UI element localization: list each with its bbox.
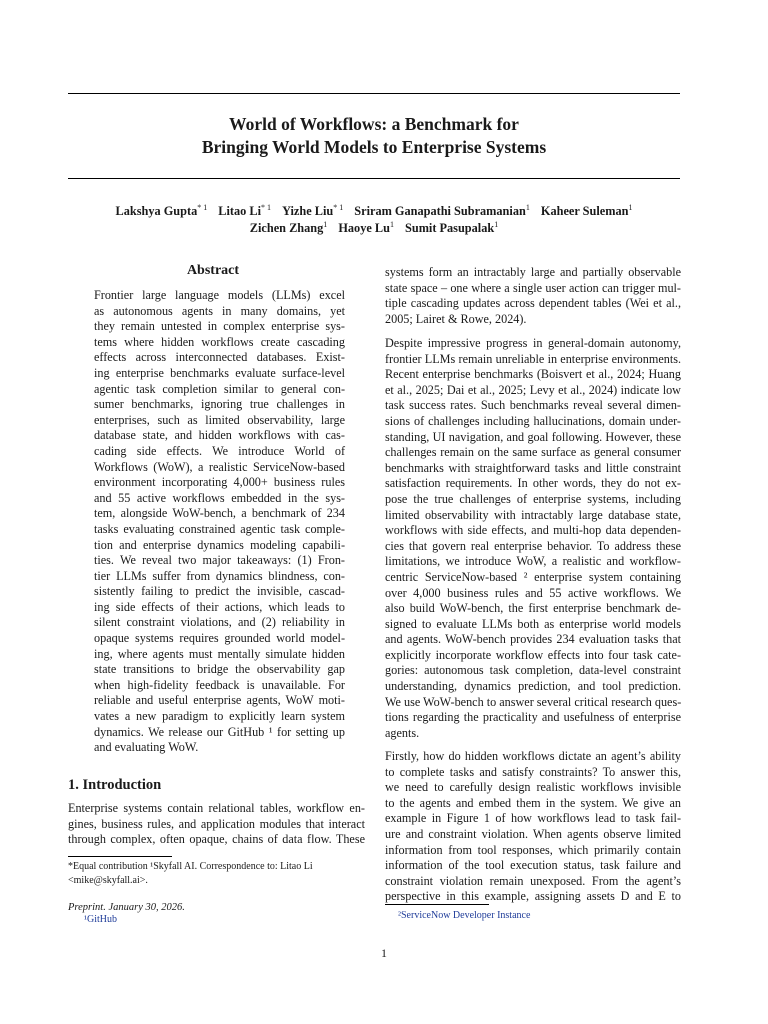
introduction-body <box>68 801 365 848</box>
text-line: pose the true challenges of enterprise systems, including <box>385 491 681 506</box>
text-line: understanding, dynamics prediction, and tool prediction. <box>385 679 681 694</box>
text-line: and 55 active workflows embedded in the sys- <box>94 490 345 505</box>
text-line: cies that govern real enterprise behavior. To address these <box>385 538 681 553</box>
text-line: also build WoW-bench, the first enterprise benchmark de- <box>385 601 681 616</box>
text-line: challenges remain on the same surface as general consumer <box>385 445 681 460</box>
text-line: frontier LLMs remain unreliable in enterprise environments. <box>385 351 681 366</box>
text-line: gories: autonomous task completion, data-level constraint <box>385 663 681 678</box>
text-line: tions regarding the practicality and usefulness of enterprise <box>385 710 681 725</box>
text-line: ing side effects of their actions, which leads to <box>94 599 345 614</box>
author: Haoye Lu$^1$ <box>338 219 394 235</box>
footnote-equal-contribution <box>68 860 368 888</box>
text-line: Workflows (WoW), a realistic ServiceNow-based <box>94 459 345 474</box>
text-line: and agents. WoW-bench provides 234 evaluation tasks that <box>385 632 681 647</box>
github-footnote-link[interactable]: ¹GitHub <box>84 914 117 925</box>
right-paragraph-3 <box>385 749 681 905</box>
text-line: opaque systems requires grounded world model- <box>94 631 345 646</box>
text-line: to complete tasks and satisfy constraints? To answer this, <box>385 764 681 779</box>
introduction-heading: 1. Introduction <box>68 777 162 793</box>
text-line: and evaluating WoW. <box>94 740 199 755</box>
text-line: systems form an intractably large and partially observable <box>385 265 681 279</box>
text-line: dynamics. We release our GitHub ¹ for setting up <box>94 724 345 739</box>
text-line: environment incorporating 4,000+ business rules <box>94 475 345 490</box>
footnote-rule <box>68 856 172 857</box>
page-number: 1 <box>381 946 387 960</box>
text-line: limited observability with intractably large database state, <box>385 507 681 522</box>
author: Kaheer Suleman$^1$ <box>540 202 633 218</box>
author: Zichen Zhang$^1$ <box>249 219 328 235</box>
text-line: ure and constraint violation. When agents observe limited <box>385 826 681 841</box>
text-line: sumer benchmarks, ignoring true challenges in <box>94 397 345 412</box>
author: Lakshya Gupta$^{* 1}$ <box>115 202 208 218</box>
text-line: reliable and useful enterprise agents, WoW moti- <box>94 693 345 708</box>
text-line: gines, business rules, and application modules that interact <box>68 816 365 831</box>
text-line: enterprises, such as limited observability, large <box>94 412 345 427</box>
text-line: sistently failing to predict the invisible, cascad- <box>94 584 345 599</box>
title-line-2: Bringing World Models to Enterprise Systems <box>201 137 547 157</box>
footnote-correspondence: *Equal contribution ¹Skyfall AI. Correspondence to: Litao Li <box>68 861 313 872</box>
text-line: benchmarks with straightforward tasks and little constraint <box>385 460 681 475</box>
title-bottom-rule <box>68 178 680 179</box>
text-line: standing, UI navigation, and goal following. However, these <box>385 429 681 444</box>
text-line: constraint violation remain unexposed. From the agent’s <box>385 873 681 888</box>
text-line: Despite impressive progress in general-domain autonomy, <box>385 336 681 350</box>
text-line: state space – one where a single user action can trigger mul- <box>385 280 681 295</box>
abstract-body <box>94 288 345 756</box>
text-line: Frontier large language models (LLMs) excel <box>94 288 345 302</box>
text-line: over 4,000 business rules and 55 active workflows. We <box>385 585 681 600</box>
text-line: agents. <box>385 725 420 740</box>
text-line: Recent enterprise benchmarks (Boisvert et al., 2024; Huang <box>385 367 681 382</box>
title-line-1: World of Workflows: a Benchmark for <box>229 114 519 134</box>
text-line: through complex, often opaque, chains of data flow. These <box>68 832 365 847</box>
author: Sumit Pasupalak$^1$ <box>405 219 499 235</box>
text-line: We use WoW-bench to answer several critical research ques- <box>385 694 682 709</box>
text-line: information from tool responses, which primarily contain <box>385 842 681 857</box>
text-line: Firstly, how do hidden workflows dictate an agent’s ability <box>385 749 681 763</box>
text-line: tem, alongside WoW-bench, a benchmark of 234 <box>94 506 345 521</box>
text-line: et al., 2025; Dai et al., 2025; Levy et al., 2024) indicate low <box>385 382 681 397</box>
preprint-date: Preprint. January 30, 2026. <box>68 902 185 913</box>
author: Sriram Ganapathi Subramanian$^1$ <box>354 202 530 218</box>
abstract-heading: Abstract <box>186 263 240 278</box>
servicenow-footnote-link[interactable]: ²ServiceNow Developer Instance <box>398 910 531 921</box>
text-line: effects across interconnected databases. Exist- <box>94 350 345 365</box>
text-line: ties. We reveal two major takeaways: (1) Fron- <box>94 553 345 568</box>
text-line: when high-fidelity feedback is unavailable. For <box>94 677 345 692</box>
text-line: centric ServiceNow-based ² enterprise system containing <box>385 569 681 584</box>
author: Litao Li$^{* 1}$ <box>218 202 271 218</box>
text-line: example in Figure 1 of how workflows lead to task fail- <box>385 811 681 826</box>
text-line: to the agents and embed them in the system. We give an <box>385 795 681 810</box>
text-line: explicitly incorporate workflow effects into four task cate- <box>385 647 681 662</box>
text-line: satisfaction requirements. In other words, they do not ex- <box>385 476 681 491</box>
text-line: cading side effects. We introduce World of <box>94 443 345 458</box>
text-line: limitations, we introduce WoW, a realistic and workflow- <box>385 554 681 569</box>
footnote-email: <mike@skyfall.ai>. <box>68 875 148 886</box>
text-line: they remain untested in complex enterprise sys- <box>94 319 345 334</box>
right-paragraph-1 <box>385 265 681 327</box>
text-line: silent constraint violations, and (2) reliability in <box>94 615 345 630</box>
text-line: task success rates. Such benchmarks reveal several dimen- <box>385 398 681 413</box>
right-paragraph-2 <box>385 336 681 741</box>
author-list <box>68 203 680 237</box>
text-line: vates a new paradigm to explicitly learn system <box>94 709 345 724</box>
text-line: tier LLMs suffer from dynamics blindness, con- <box>94 568 345 583</box>
text-line: we need to carefully design realistic workflows invisible <box>385 780 681 795</box>
text-line: state transitions to bridge the observability gap <box>94 662 345 677</box>
paper-title <box>68 113 680 159</box>
title-top-rule <box>68 93 680 94</box>
text-line: as autonomous agents in many domains, yet <box>94 303 345 318</box>
text-line: Enterprise systems contain relational tables, workflow en- <box>68 801 365 815</box>
text-line: agentic task completion similar to general con- <box>94 381 345 396</box>
text-line: tiple cascading updates across dependent tables (Wei et al., <box>385 296 681 311</box>
text-line: information of the tool execution status, task failure and <box>385 858 681 873</box>
author: Yizhe Liu$^{* 1}$ <box>282 202 344 218</box>
text-line: perspective in this example, assigning assets D and E to <box>385 889 681 904</box>
footnote-rule-right <box>385 904 489 905</box>
text-line: signed to evaluate LLMs both as enterprise world models <box>385 616 681 631</box>
text-line: sions of challenges including hallucinations, domain under- <box>385 413 681 428</box>
text-line: ing, where agents must mentally simulate hidden <box>94 646 345 661</box>
text-line: ing enterprise benchmarks evaluate surface-level <box>94 365 345 380</box>
text-line: 2005; Lairet & Rowe, 2024). <box>385 311 527 326</box>
text-line: tems where hidden workflows create cascading <box>94 334 345 349</box>
text-line: workflows with side effects, and multi-hop data dependen- <box>385 523 681 538</box>
text-line: database state, and hidden workflows with cas- <box>94 428 345 443</box>
text-line: tasks evaluating constrained agentic task comple- <box>94 521 345 536</box>
text-line: tion and enterprise dynamics modeling capabili- <box>94 537 345 552</box>
